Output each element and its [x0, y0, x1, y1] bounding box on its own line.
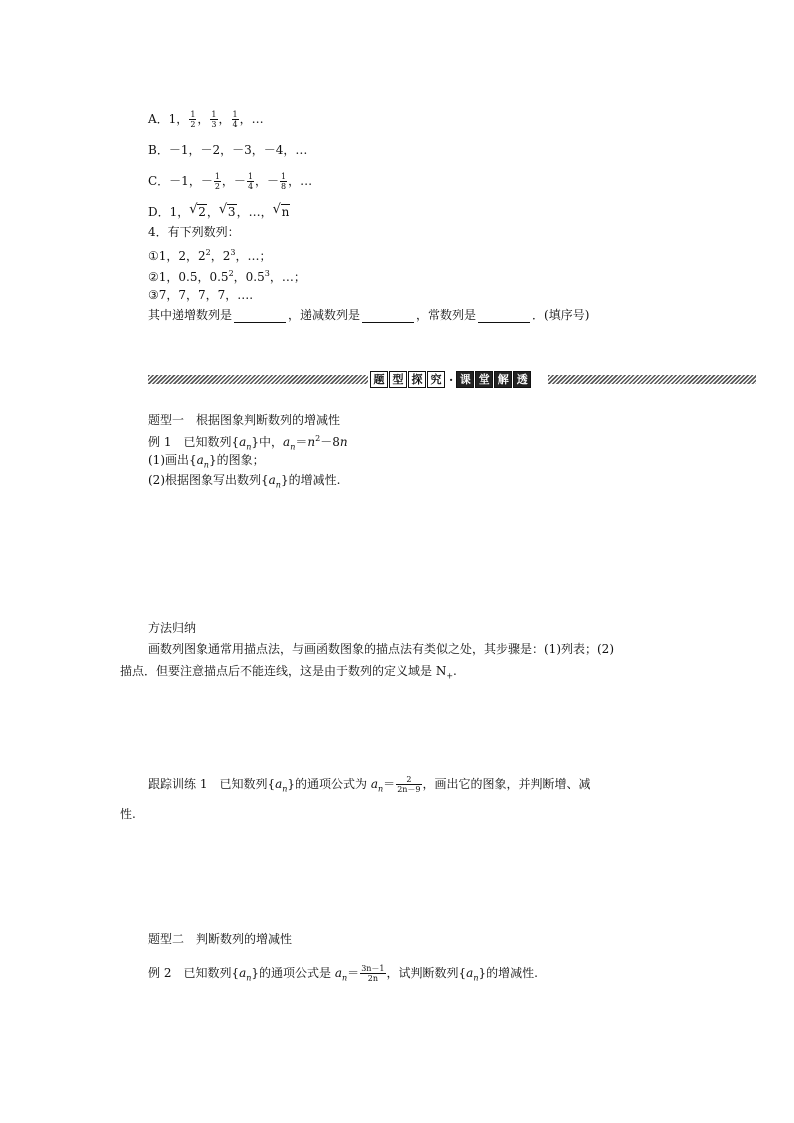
q4-title: 4．有下列数列：	[148, 225, 240, 239]
fraction: $\frac{1}{3}$	[211, 110, 217, 129]
option-d: D．1， √ 2， √ 3，…， √ n	[148, 202, 290, 219]
type1-title: 题型一 根据图象判断数列的增减性	[148, 413, 341, 427]
q4-item-3: ③7，7，7，7，….	[148, 288, 254, 302]
example-2: 例 2 已知数列$\{a_n\}$的通项公式是 $a_n=$ $\frac{3n-1}{2n}$ ，试判断数列$\{a_n\}$的增减性.	[148, 964, 538, 983]
section-banner	[148, 371, 756, 388]
fraction: $\frac{3n-1}{2n}$	[361, 964, 385, 983]
option-a-label: A．1，	[148, 112, 189, 126]
sqrt-symbol: √ n	[272, 202, 290, 219]
banner-hatch-left	[148, 375, 368, 384]
example-1-part-2: (2)根据图象写出数列$\{a_n\}$的增减性.	[148, 473, 341, 490]
q4-question: 其中递增数列是 ，递减数列是 ，常数列是 ．(填序号)	[148, 308, 590, 322]
option-b: B．－1，－2，－3，－4，…	[148, 143, 308, 157]
answer-blank[interactable]	[234, 310, 286, 323]
fraction: $\frac{1}{4}$	[232, 110, 238, 129]
example-1-part-1: (1)画出$\{a_n\}$的图象；	[148, 453, 265, 470]
answer-blank[interactable]	[478, 310, 530, 323]
banner-hatch-right	[548, 375, 756, 384]
practice-1: 跟踪训练 1 已知数列$\{a_n\}$的通项公式为 $a_n=$ $\frac{2}{2n-9}$ ，画出它的图象，并判断增、减	[148, 775, 591, 794]
fraction: $\frac{1}{2}$	[214, 172, 220, 191]
q4-item-1: ①1，2，$2^2$，$2^3$，…；	[148, 248, 272, 263]
fraction: $\frac{2}{2n-9}$	[397, 775, 421, 794]
method-line-1: 画数列图象通常用描点法，与画函数图象的描点法有类似之处，其步骤是：(1)列表；(2)	[148, 642, 614, 656]
banner-title: 题 型 探 究 · 课 堂 解 透	[368, 371, 534, 388]
type2-title: 题型二 判断数列的增减性	[148, 932, 293, 946]
fraction: $\frac{1}{2}$	[190, 110, 196, 129]
method-line-2: 描点．但要注意描点后不能连线，这是由于数列的定义域是 $N_+$.	[120, 664, 457, 681]
fraction: $\frac{1}{8}$	[281, 172, 287, 191]
method-title: 方法归纳	[148, 621, 197, 635]
sqrt-symbol: √ 3	[218, 202, 236, 219]
fraction: $\frac{1}{4}$	[247, 172, 254, 191]
example-1: 例 1 已知数列$\{a_n\}$中，$a_n=n^2-8n$	[148, 434, 348, 452]
sqrt-symbol: √ 2	[189, 202, 206, 219]
practice-1-line-2: 性.	[120, 807, 136, 821]
option-a: A．1， $\frac{1}{2}$ ， $\frac{1}{3}$ ， $\frac{1}{4}$ ，…	[148, 110, 264, 129]
answer-blank[interactable]	[362, 310, 414, 323]
q4-item-2: ②1，0.5，$0.5^2$，$0.5^3$，…；	[148, 269, 306, 284]
option-c: C．－1，－ $\frac{1}{2}$ ，－ $\frac{1}{4}$ ，－ $\frac{1}{8}$ ，…	[148, 172, 313, 191]
